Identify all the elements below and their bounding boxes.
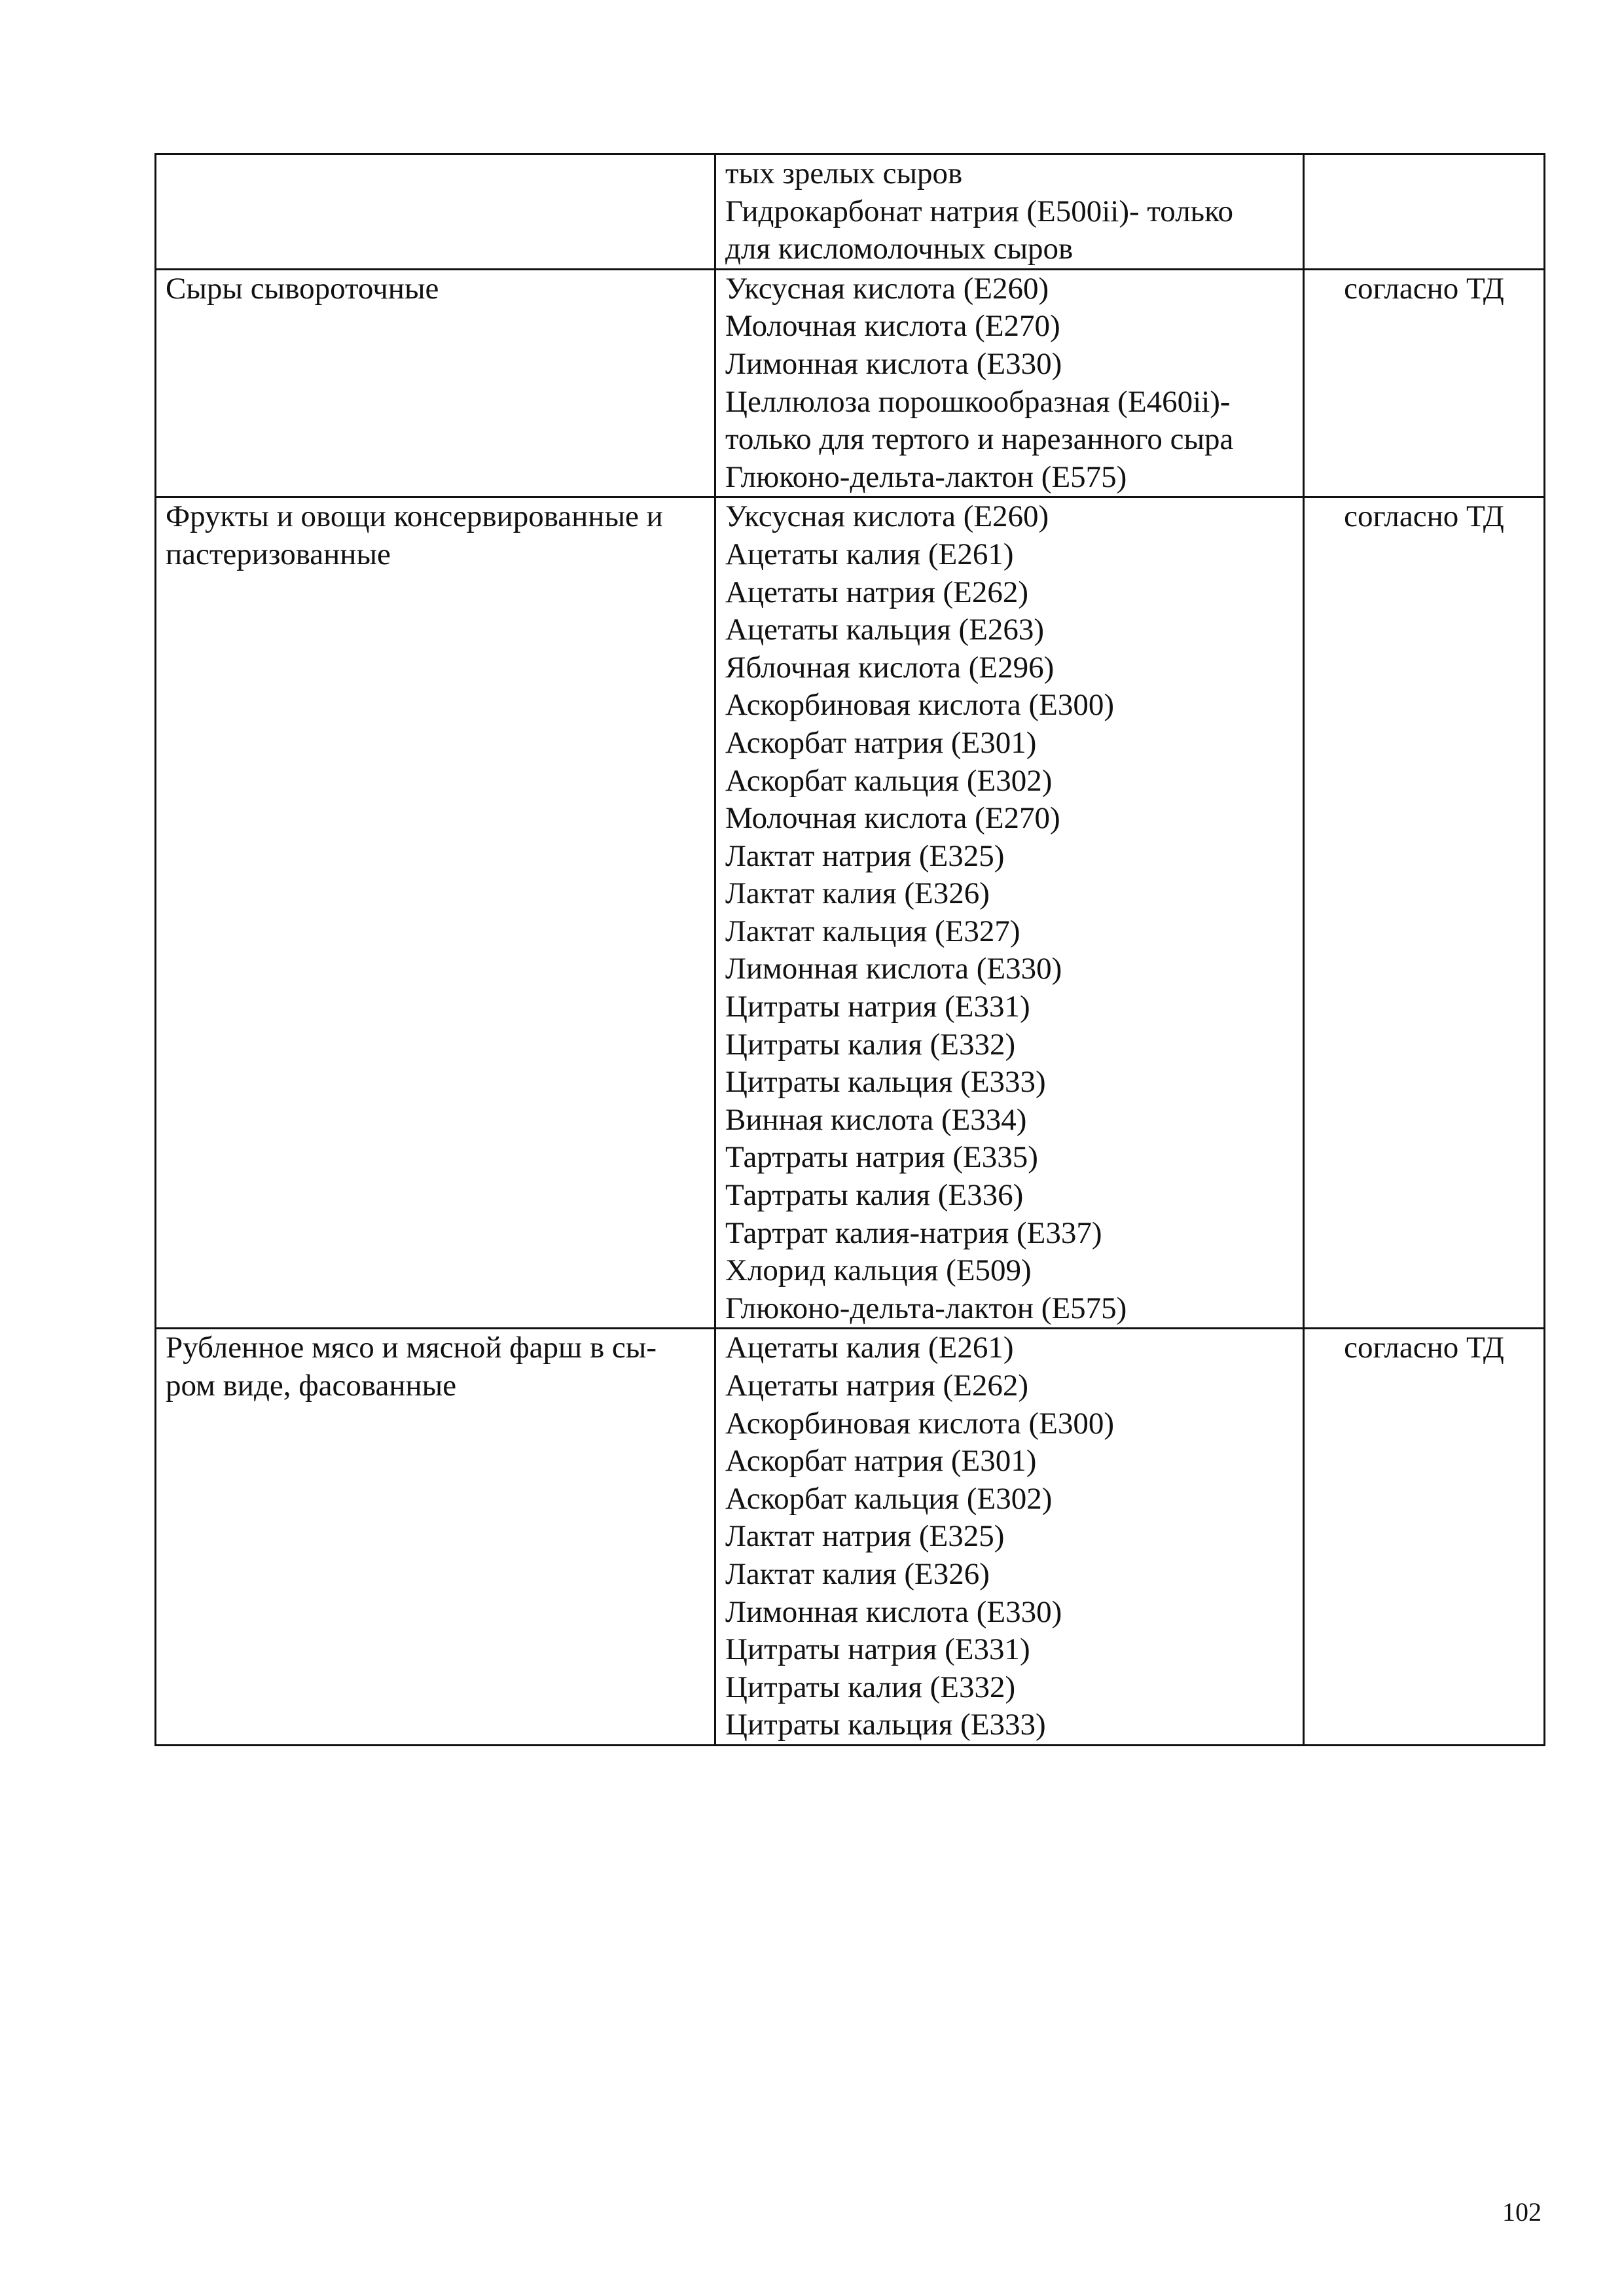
additive-line: Аскорбиновая кислота (E300) (725, 1406, 1115, 1441)
limit-text: согласно ТД (1344, 271, 1504, 306)
additive-line: Ацетаты натрия (E262) (725, 575, 1029, 609)
additive-line: Цитраты натрия (E331) (725, 990, 1030, 1024)
table-body (156, 154, 1545, 1746)
additive-line: Глюконо-дельта-лактон (E575) (725, 459, 1127, 494)
product-cell (156, 154, 715, 270)
additive-line: Гидрокарбонат натрия (E500ii)- только (725, 194, 1234, 228)
additive-line: только для тертого и нарезанного сыра (725, 422, 1234, 457)
product-line: Рубленное мясо и мясной фарш в сы- (166, 1331, 657, 1365)
additive-line: Яблочная кислота (E296) (725, 650, 1055, 685)
additive-line: Лимонная кислота (E330) (725, 1594, 1062, 1629)
additive-line: Аскорбиновая кислота (E300) (725, 688, 1115, 723)
additive-line: для кисломолочных сыров (725, 232, 1074, 266)
additives-cell (715, 269, 1304, 497)
limit-cell (1304, 497, 1545, 1329)
additive-line: Аскорбат натрия (E301) (725, 725, 1037, 760)
additive-line: тых зрелых сыров (725, 156, 963, 190)
additive-line: Цитраты калия (E332) (725, 1027, 1016, 1062)
product-cell (156, 1329, 715, 1746)
additive-line: Лактат натрия (E325) (725, 838, 1005, 873)
additives-cell (715, 1329, 1304, 1746)
additive-line: Уксусная кислота (E260) (725, 499, 1049, 534)
product-line: пастеризованные (166, 537, 391, 571)
additive-line: Цитраты натрия (E331) (725, 1632, 1030, 1667)
additive-line: Тартрат калия-натрия (E337) (725, 1215, 1102, 1250)
additives-table (154, 153, 1545, 1746)
additive-line: Цитраты калия (E332) (725, 1670, 1016, 1704)
product-line: ром виде, фасованные (166, 1369, 457, 1403)
product-line: Сыры сывороточные (166, 271, 439, 306)
additive-line: Ацетаты калия (E261) (725, 1331, 1014, 1365)
additive-line: Тартраты натрия (E335) (725, 1140, 1038, 1175)
additive-line: Лактат натрия (E325) (725, 1519, 1005, 1554)
additive-line: Целлюлоза порошкообразная (E460ii)- (725, 384, 1231, 419)
additive-line: Лактат калия (E326) (725, 876, 990, 911)
additive-line: Ацетаты натрия (E262) (725, 1369, 1029, 1403)
additive-line: Хлорид кальция (E509) (725, 1253, 1032, 1288)
additive-line: Тартраты калия (E336) (725, 1178, 1024, 1213)
limit-cell (1304, 269, 1545, 497)
page-number: 102 (1502, 2197, 1542, 2227)
additive-line: Винная кислота (E334) (725, 1102, 1027, 1137)
limit-cell (1304, 1329, 1545, 1746)
additive-line: Аскорбат натрия (E301) (725, 1444, 1037, 1479)
additive-line: Цитраты кальция (E333) (725, 1708, 1046, 1742)
table-row (156, 154, 1545, 270)
product-cell (156, 497, 715, 1329)
additives-cell (715, 154, 1304, 270)
table-row (156, 497, 1545, 1329)
additive-line: Молочная кислота (E270) (725, 801, 1060, 836)
additive-line: Молочная кислота (E270) (725, 309, 1060, 344)
additive-line: Уксусная кислота (E260) (725, 271, 1049, 306)
additive-line: Лактат кальция (E327) (725, 914, 1020, 948)
additive-line: Лактат калия (E326) (725, 1556, 990, 1591)
limit-text: согласно ТД (1344, 1331, 1504, 1365)
table-row (156, 269, 1545, 497)
additive-line: Глюконо-дельта-лактон (E575) (725, 1291, 1127, 1325)
limit-cell (1304, 154, 1545, 270)
additive-line: Аскорбат кальция (E302) (725, 763, 1053, 798)
additives-cell (715, 497, 1304, 1329)
product-cell (156, 269, 715, 497)
additive-line: Ацетаты калия (E261) (725, 537, 1014, 571)
table-row (156, 1329, 1545, 1746)
product-line: Фрукты и овощи консервированные и (166, 499, 663, 534)
additive-line: Лимонная кислота (E330) (725, 346, 1062, 381)
additive-line: Цитраты кальция (E333) (725, 1065, 1046, 1100)
additive-line: Лимонная кислота (E330) (725, 952, 1062, 986)
limit-text: согласно ТД (1344, 499, 1504, 534)
additive-line: Ацетаты кальция (E263) (725, 613, 1045, 647)
additive-line: Аскорбат кальция (E302) (725, 1481, 1053, 1516)
